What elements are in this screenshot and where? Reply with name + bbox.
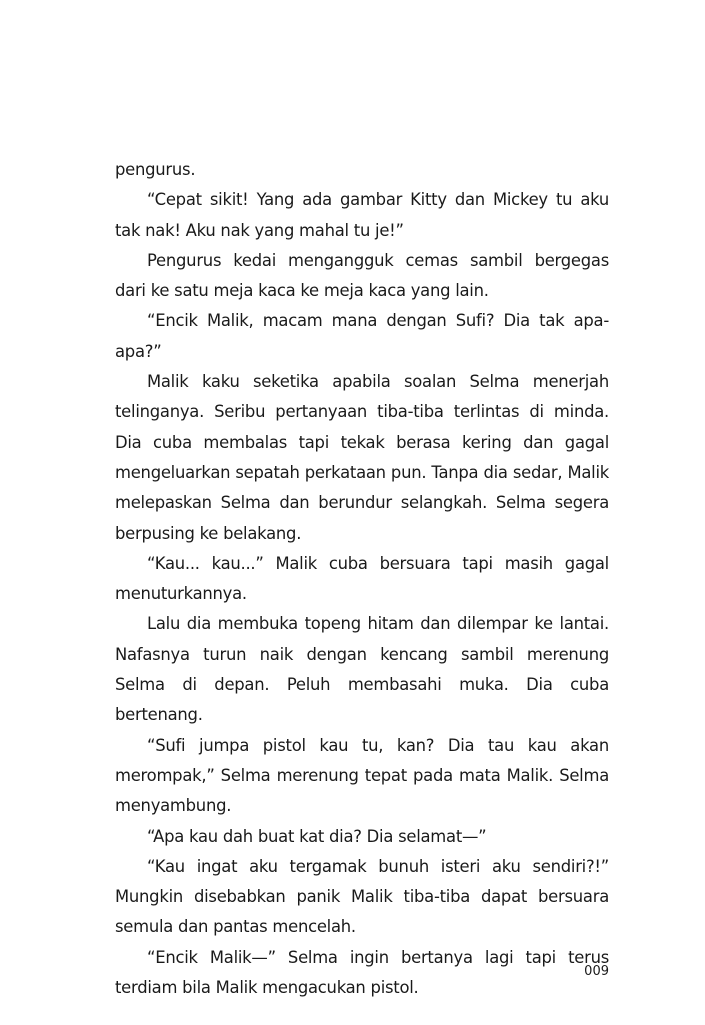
paragraph: pengurus. xyxy=(115,160,196,179)
paragraph: “Encik Malik—” Selma ingin bertanya lagi tapi terus terdiam bila Malik mengacukan pistol. xyxy=(115,947,609,998)
paragraph: “Kau ingat aku tergamak bunuh isteri aku sendiri?!” Mungkin disebabkan panik Malik tiba-tiba dapat bersuara semula dan pantas mencelah. xyxy=(115,856,609,937)
paragraph: Malik kaku seketika apabila soalan Selma menerjah telinganya. Seribu pertanyaan tiba-tiba terlintas di minda. Dia cuba membalas tapi tekak berasa kering dan gagal mengeluarkan sepatah perkataan pun. Tanpa dia sedar, Malik melepaskan Selma dan berundur selangkah. Selma segera berpusing ke belakang. xyxy=(115,372,609,543)
paragraph: “Sufi jumpa pistol kau tu, kan? Dia tau kau akan merompak,” Selma merenung tepat pada mata Malik. Selma menyambung. xyxy=(115,735,609,816)
paragraph: “Kau... kau...” Malik cuba bersuara tapi masih gagal menuturkannya. xyxy=(115,553,609,604)
paragraph: “Encik Malik, macam mana dengan Sufi? Dia tak apa-apa?” xyxy=(115,311,609,361)
paragraph: Pengurus kedai mengangguk cemas sambil bergegas dari ke satu meja kaca ke meja kaca yang lain. xyxy=(115,250,609,301)
paragraph: “Apa kau dah buat kat dia? Dia selamat—” xyxy=(147,826,487,846)
paragraph: “Cepat sikit! Yang ada gambar Kitty dan Mickey tu aku tak nak! Aku nak yang mahal tu je!” xyxy=(115,190,609,240)
page-body xyxy=(115,155,609,1003)
paragraph: Lalu dia membuka topeng hitam dan dilempar ke lantai. Nafasnya turun naik dengan kencang sambil merenung Selma di depan. Peluh membasahi muka. Dia cuba bertenang. xyxy=(115,614,609,725)
page-number: 009 xyxy=(584,964,609,979)
